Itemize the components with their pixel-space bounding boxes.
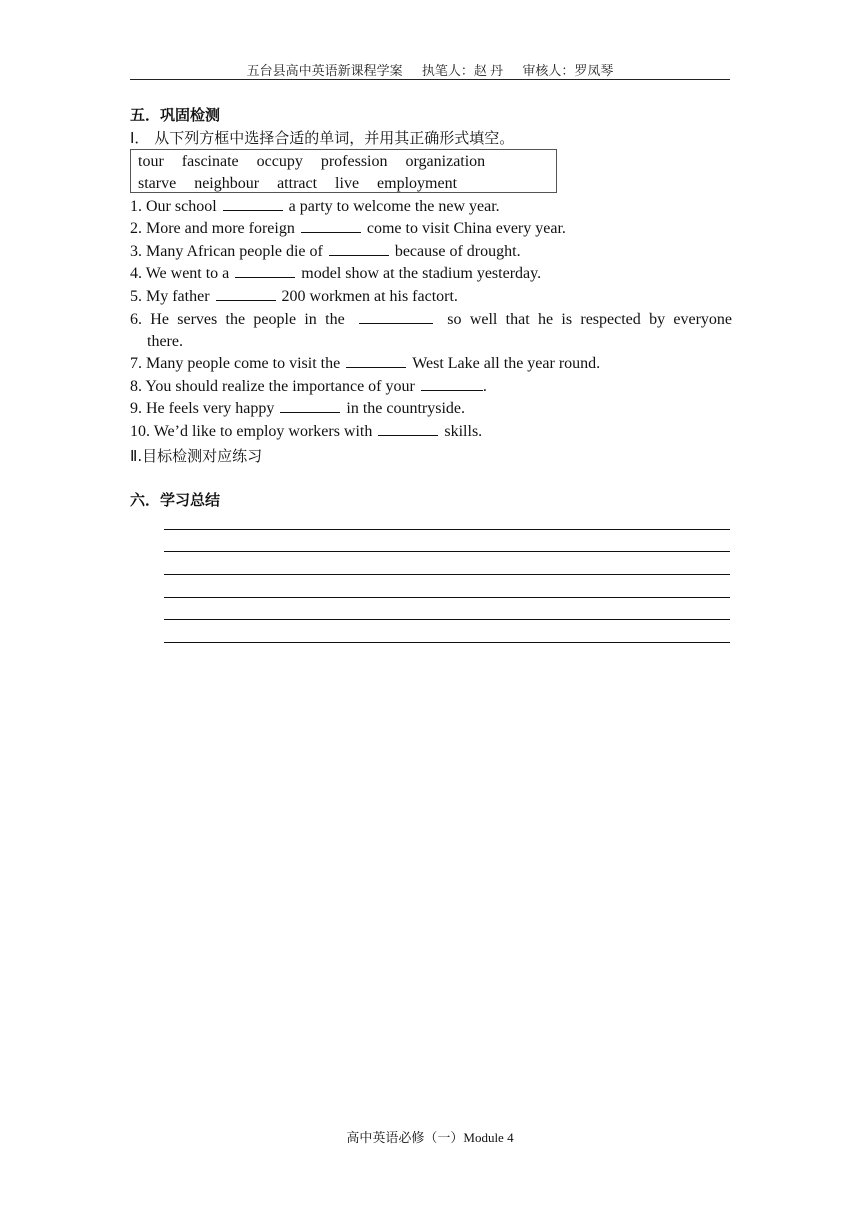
answer-blank[interactable] — [329, 243, 389, 256]
word: attract — [277, 175, 318, 192]
q8-text: 8. You should realize the importance of your — [130, 378, 415, 395]
section6-title: 六．学习总结 — [130, 491, 221, 509]
answer-blank[interactable] — [301, 220, 361, 233]
header-reviewer: 审核人：罗凤琴 — [522, 63, 614, 78]
q2-text-after: come to visit China every year. — [366, 220, 566, 237]
summary-line[interactable] — [164, 551, 730, 552]
word: profession — [320, 153, 388, 170]
question-7 — [130, 355, 600, 373]
q6-continuation: there. — [147, 333, 183, 350]
q3-text: 3. Many African people die of — [130, 243, 323, 260]
word-row-1 — [138, 153, 499, 171]
q1-text-after: a party to welcome the new year. — [288, 198, 500, 215]
word: starve — [138, 175, 177, 192]
word-row-2 — [138, 175, 471, 193]
summary-line[interactable] — [164, 597, 730, 598]
word: tour — [138, 153, 164, 170]
q4-text-after: model show at the stadium yesterday. — [301, 265, 542, 282]
question-4 — [130, 265, 541, 283]
header-school: 五台县高中英语新课程学案 — [246, 63, 403, 78]
q3-text-after: because of drought. — [394, 243, 521, 260]
word: live — [335, 175, 360, 192]
question-2 — [130, 220, 566, 238]
q7-text: 7. Many people come to visit the — [130, 355, 341, 372]
part2-heading: Ⅱ.目标检测对应练习 — [130, 447, 263, 465]
q6-text: 6. He serves the people in the — [130, 311, 345, 328]
q6-text-after: so well that he is respected by everyone — [447, 311, 733, 328]
question-9 — [130, 400, 465, 418]
q8-text-after: . — [482, 378, 487, 395]
word: neighbour — [194, 175, 260, 192]
word-box — [130, 149, 557, 193]
page-footer: 高中英语必修（一）Module 4 — [346, 1130, 514, 1145]
q7-text-after: West Lake all the year round. — [412, 355, 601, 372]
answer-blank[interactable] — [223, 198, 283, 211]
q10-text-after: skills. — [444, 423, 483, 440]
word: organization — [405, 153, 486, 170]
q5-text-after: 200 workmen at his factort. — [281, 288, 458, 305]
answer-blank[interactable] — [378, 423, 438, 436]
q10-text: 10. We’d like to employ workers with — [130, 423, 373, 440]
q9-text: 9. He feels very happy — [130, 400, 275, 417]
q5-text: 5. My father — [130, 288, 210, 305]
page-header — [130, 60, 730, 79]
summary-line[interactable] — [164, 642, 730, 643]
question-1 — [130, 198, 500, 216]
question-10 — [130, 423, 482, 441]
summary-line[interactable] — [164, 619, 730, 620]
answer-blank[interactable] — [346, 355, 406, 368]
q1-text: 1. Our school — [130, 198, 217, 215]
summary-line[interactable] — [164, 574, 730, 575]
header-rule — [130, 79, 730, 80]
answer-blank[interactable] — [280, 400, 340, 413]
answer-blank[interactable] — [421, 378, 483, 391]
q2-text: 2. More and more foreign — [130, 220, 295, 237]
summary-line[interactable] — [164, 529, 730, 530]
question-5 — [130, 288, 458, 306]
section5-title: 五．巩固检测 — [130, 106, 221, 124]
q4-text: 4. We went to a — [130, 265, 230, 282]
answer-blank[interactable] — [235, 265, 295, 278]
header-author: 执笔人：赵 丹 — [421, 63, 504, 78]
question-6 — [130, 311, 732, 329]
question-8 — [130, 378, 487, 396]
word: fascinate — [181, 153, 239, 170]
word: employment — [377, 175, 458, 192]
word: occupy — [256, 153, 303, 170]
part1-instruction: Ⅰ． 从下列方框中选择合适的单词，并用其正确形式填空。 — [130, 129, 515, 147]
answer-blank[interactable] — [359, 311, 433, 324]
question-3 — [130, 243, 521, 261]
answer-blank[interactable] — [216, 288, 276, 301]
q9-text-after: in the countryside. — [346, 400, 466, 417]
